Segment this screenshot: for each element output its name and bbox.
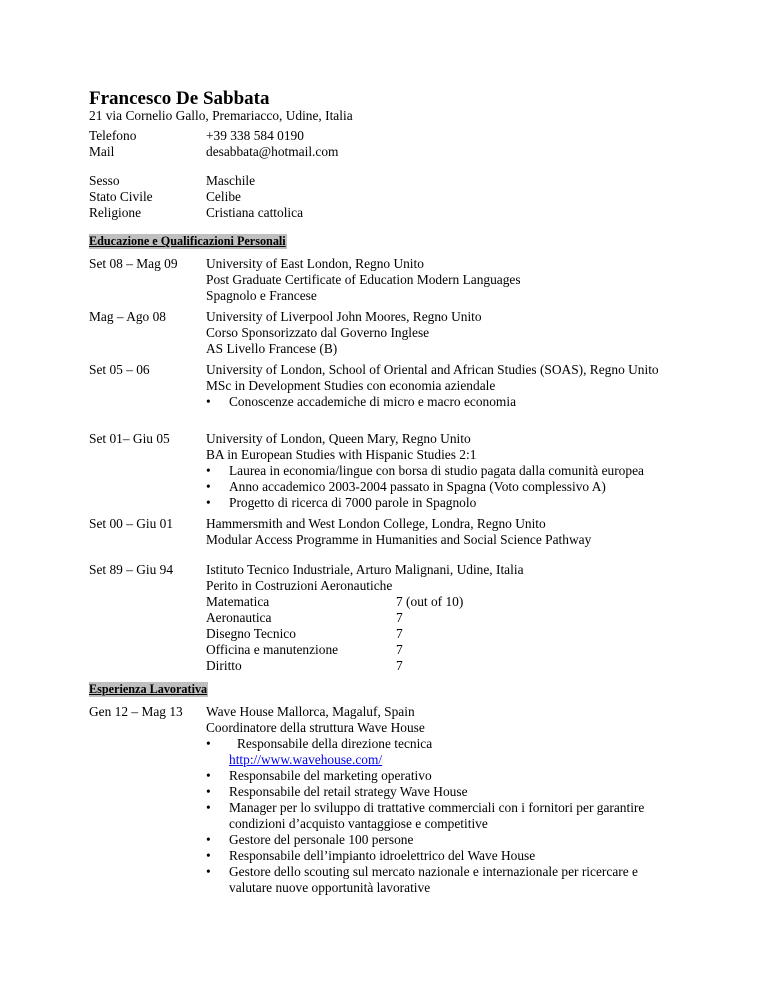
bullet-item: [206, 784, 676, 800]
bullet-item: [206, 463, 676, 479]
personal-value: Celibe: [206, 189, 241, 204]
entry-date: Set 01– Giu 05: [89, 431, 170, 446]
bullet-text: Laurea in economia/lingue con borsa di studio pagata dalla comunità europea: [229, 463, 644, 478]
grade-subject: Diritto: [206, 658, 242, 673]
entry-line: University of Liverpool John Moores, Regno Unito: [206, 309, 482, 324]
bullet-item: [206, 864, 676, 896]
grade-value: 7 (out of 10): [396, 594, 464, 609]
entry-line: Modular Access Programme in Humanities and Social Science Pathway: [206, 532, 592, 547]
entry-line: University of London, School of Oriental and African Studies (SOAS), Regno Unito: [206, 362, 659, 377]
work-entry: [89, 704, 689, 896]
bullet-text: Responsabile della direzione tecnica: [237, 736, 433, 751]
contact-block: [89, 128, 689, 160]
bullet-item: [206, 495, 676, 511]
bullet-item: [206, 848, 676, 864]
education-entry: [89, 431, 689, 511]
email-value: desabbata@hotmail.com: [206, 144, 339, 159]
bullet-item: [206, 832, 676, 848]
personal-block: [89, 173, 689, 221]
bullet-icon: •: [206, 394, 211, 409]
contact-row: [89, 128, 689, 144]
bullet-icon: •: [206, 848, 211, 863]
entry-line: Post Graduate Certificate of Education Modern Languages: [206, 272, 521, 287]
bullet-text: Manager per lo sviluppo di trattative commerciali con i fornitori per garantire condizioni d’acquisto vantaggiose e competitive: [229, 800, 645, 831]
personal-row: [89, 205, 689, 221]
bullet-icon: •: [206, 800, 211, 815]
bullet-icon: •: [206, 784, 211, 799]
education-entry: [89, 516, 689, 548]
bullet-text: Responsabile del marketing operativo: [229, 768, 432, 783]
contact-row: [89, 144, 689, 160]
bullet-item: [206, 394, 676, 410]
education-entry: [89, 362, 689, 410]
personal-label: Sesso: [89, 173, 120, 188]
grade-row: [206, 642, 676, 658]
bullet-icon: •: [206, 832, 211, 847]
address: 21 via Cornelio Gallo, Premariacco, Udine, Italia: [89, 108, 353, 123]
role-line: Coordinatore della struttura Wave House: [206, 720, 425, 735]
entry-line: BA in European Studies with Hispanic Studies 2:1: [206, 447, 477, 462]
bullet-text: Responsabile del retail strategy Wave House: [229, 784, 468, 799]
entry-line: AS Livello Francese (B): [206, 341, 338, 356]
grade-value: 7: [396, 658, 403, 673]
personal-row: [89, 173, 689, 189]
bullet-text: Responsabile dell’impianto idroelettrico del Wave House: [229, 848, 536, 863]
entry-date: Set 08 – Mag 09: [89, 256, 178, 271]
entry-date: Set 89 – Giu 94: [89, 562, 174, 577]
bullet-icon: •: [206, 495, 211, 510]
contact-label: Telefono: [89, 128, 137, 143]
entry-date: Set 00 – Giu 01: [89, 516, 174, 531]
grade-value: 7: [396, 642, 403, 657]
personal-value: Maschile: [206, 173, 256, 188]
contact-label: Mail: [89, 144, 115, 159]
wavehouse-link[interactable]: http://www.wavehouse.com/: [229, 752, 383, 767]
bullet-icon: •: [206, 736, 211, 751]
phone-value: +39 338 584 0190: [206, 128, 304, 143]
bullet-icon: •: [206, 479, 211, 494]
education-section-title: Educazione e Qualificazioni Personali: [89, 234, 286, 248]
bullet-text: Anno accademico 2003-2004 passato in Spagna (Voto complessivo A): [229, 479, 606, 494]
education-entry: [89, 256, 689, 304]
bullet-item: [206, 768, 676, 784]
person-name: Francesco De Sabbata: [89, 88, 270, 109]
entry-line: Corso Sponsorizzato dal Governo Inglese: [206, 325, 430, 340]
entry-line: Spagnolo e Francese: [206, 288, 317, 303]
grade-subject: Matematica: [206, 594, 270, 609]
bullet-text: Progetto di ricerca di 7000 parole in Spagnolo: [229, 495, 477, 510]
grade-row: [206, 610, 676, 626]
personal-label: Religione: [89, 205, 142, 220]
grade-row: [206, 658, 676, 674]
school-entry: [89, 562, 689, 674]
personal-value: Cristiana cattolica: [206, 205, 304, 220]
entry-line: Istituto Tecnico Industriale, Arturo Malignani, Udine, Italia: [206, 562, 524, 577]
company-line: Wave House Mallorca, Magaluf, Spain: [206, 704, 415, 719]
grade-subject: Aeronautica: [206, 610, 272, 625]
work-section-title: Esperienza Lavorativa: [89, 682, 208, 696]
entry-line: University of London, Queen Mary, Regno Unito: [206, 431, 471, 446]
grade-value: 7: [396, 626, 403, 641]
bullet-icon: •: [206, 768, 211, 783]
grade-subject: Officina e manutenzione: [206, 642, 339, 657]
personal-row: [89, 189, 689, 205]
bullet-icon: •: [206, 463, 211, 478]
bullet-text: Gestore dello scouting sul mercato nazionale e internazionale per ricercare e valutare nuove opportunità lavorative: [229, 864, 638, 895]
entry-line: University of East London, Regno Unito: [206, 256, 424, 271]
bullet-item: [206, 736, 676, 752]
entry-line: Hammersmith and West London College, Londra, Regno Unito: [206, 516, 546, 531]
education-entry: [89, 309, 689, 357]
grade-row: [206, 626, 676, 642]
bullet-item: [206, 479, 676, 495]
link-line: [206, 752, 676, 768]
bullet-text: Conoscenze accademiche di micro e macro economia: [229, 394, 517, 409]
grade-subject: Disegno Tecnico: [206, 626, 296, 641]
entry-date: Gen 12 – Mag 13: [89, 704, 183, 719]
grade-row: [206, 594, 676, 610]
grade-value: 7: [396, 610, 403, 625]
bullet-text: Gestore del personale 100 persone: [229, 832, 414, 847]
bullet-icon: •: [206, 864, 211, 879]
entry-date: Set 05 – 06: [89, 362, 150, 377]
entry-line: MSc in Development Studies con economia aziendale: [206, 378, 496, 393]
personal-label: Stato Civile: [89, 189, 153, 204]
entry-line: Perito in Costruzioni Aeronautiche: [206, 578, 393, 593]
bullet-item: [206, 800, 676, 832]
entry-date: Mag – Ago 08: [89, 309, 166, 324]
